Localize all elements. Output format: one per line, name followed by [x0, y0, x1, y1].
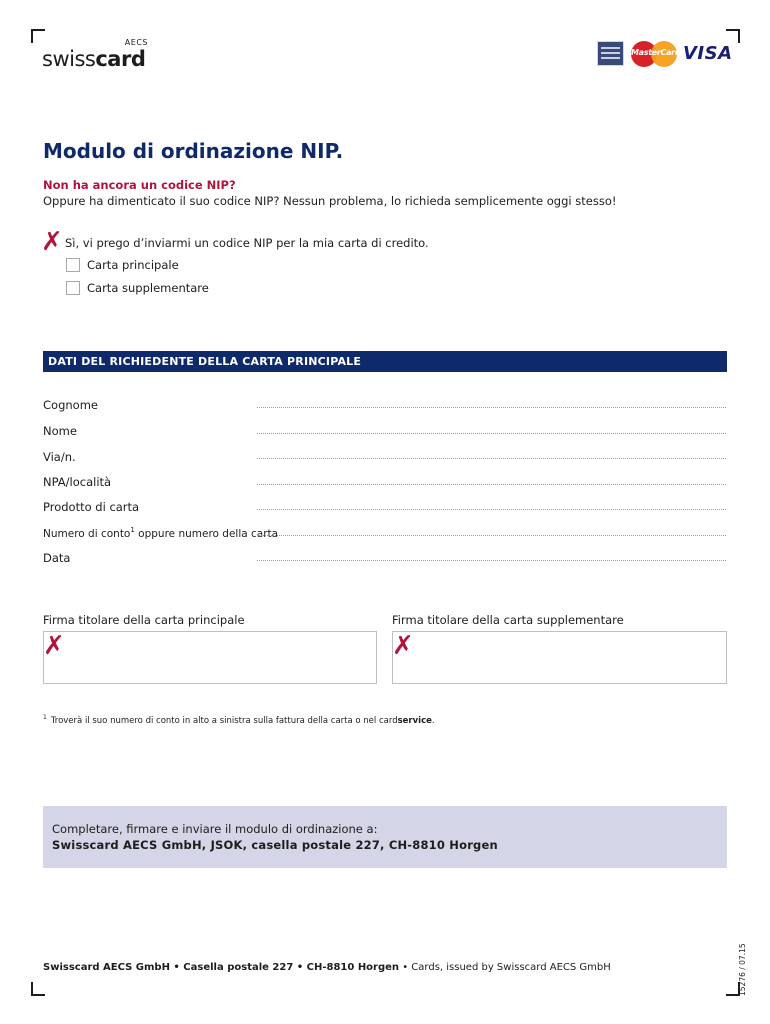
request-cross-mark: ✗: [41, 227, 63, 257]
amex-logo: [597, 41, 624, 66]
section-header: DATI DEL RICHIEDENTE DELLA CARTA PRINCIPALE: [43, 351, 727, 372]
label-firma-supplementare: Firma titolare della carta supplementare: [392, 613, 624, 627]
footnote-marker: 1: [43, 714, 47, 721]
label-numero-carta-text: oppure numero della carta: [134, 528, 279, 540]
page-title: Modulo di ordinazione NIP.: [43, 139, 344, 163]
logo-aecs: AECS: [124, 38, 148, 47]
label-nome: Nome: [43, 424, 77, 438]
logo-wordmark: [42, 47, 145, 71]
mastercard-logo: [631, 41, 681, 67]
signature-cross-mark: ✗: [43, 631, 65, 661]
footnote-end: .: [431, 715, 435, 726]
label-numero-conto: [43, 526, 278, 540]
label-numero-conto-text: Numero di conto: [43, 528, 131, 540]
logo-word-light: swiss: [42, 47, 96, 71]
input-numero-conto[interactable]: [257, 535, 726, 536]
checkbox-carta-principale[interactable]: [66, 258, 80, 272]
option-label: Carta supplementare: [87, 281, 209, 295]
input-prodotto-di-carta[interactable]: [257, 509, 726, 510]
mastercard-text: MasterCard: [631, 48, 681, 57]
logo-word-bold: card: [95, 47, 146, 71]
option-label: Carta principale: [87, 258, 179, 272]
send-address: Swisscard AECS GmbH, JSOK, casella postale 227, CH-8810 Horgen: [52, 838, 498, 852]
label-firma-principale: Firma titolare della carta principale: [43, 613, 245, 627]
request-text: Sì, vi prego d’inviarmi un codice NIP per la mia carta di credito.: [65, 236, 429, 250]
crop-mark-bottom-left: [31, 982, 45, 996]
mailing-address-box: [43, 806, 727, 868]
signature-box-supplementare[interactable]: [392, 631, 727, 684]
card-brand-logos: [597, 41, 733, 67]
input-cognome[interactable]: [257, 407, 726, 408]
input-nome[interactable]: [257, 433, 726, 434]
subtitle: Non ha ancora un codice NIP?: [43, 178, 236, 192]
label-data: Data: [43, 551, 71, 565]
signature-cross-mark: ✗: [392, 631, 414, 661]
footnote-ref: 1: [130, 526, 135, 535]
send-instruction: Completare, firmare e inviare il modulo di ordinazione a:: [52, 822, 378, 836]
footer-issuer: • Cards, issued by Swisscard AECS GmbH: [399, 962, 611, 973]
visa-logo: VISA: [683, 43, 733, 64]
input-npa-localita[interactable]: [257, 484, 726, 485]
intro-text: Oppure ha dimenticato il suo codice NIP? Nessun problema, lo richieda semplicemente oggi stesso!: [43, 194, 617, 208]
footnote-bold: service: [397, 715, 432, 726]
input-via[interactable]: [257, 458, 726, 459]
footnote: [43, 714, 435, 726]
form-code: 15276 / 07.15: [738, 943, 747, 996]
label-cognome: Cognome: [43, 398, 98, 412]
label-via: Via/n.: [43, 450, 76, 464]
footer-address: Swisscard AECS GmbH • Casella postale 227 • CH-8810 Horgen: [43, 962, 400, 973]
signature-box-principale[interactable]: [43, 631, 377, 684]
swisscard-logo: [42, 34, 152, 74]
label-npa-localita: NPA/località: [43, 475, 112, 489]
label-prodotto-di-carta: Prodotto di carta: [43, 500, 140, 514]
input-data[interactable]: [257, 560, 726, 561]
footer: [43, 962, 611, 973]
checkbox-carta-supplementare[interactable]: [66, 281, 80, 295]
footnote-text: Troverà il suo numero di conto in alto a sinistra sulla fattura della carta o nel card: [50, 715, 398, 726]
